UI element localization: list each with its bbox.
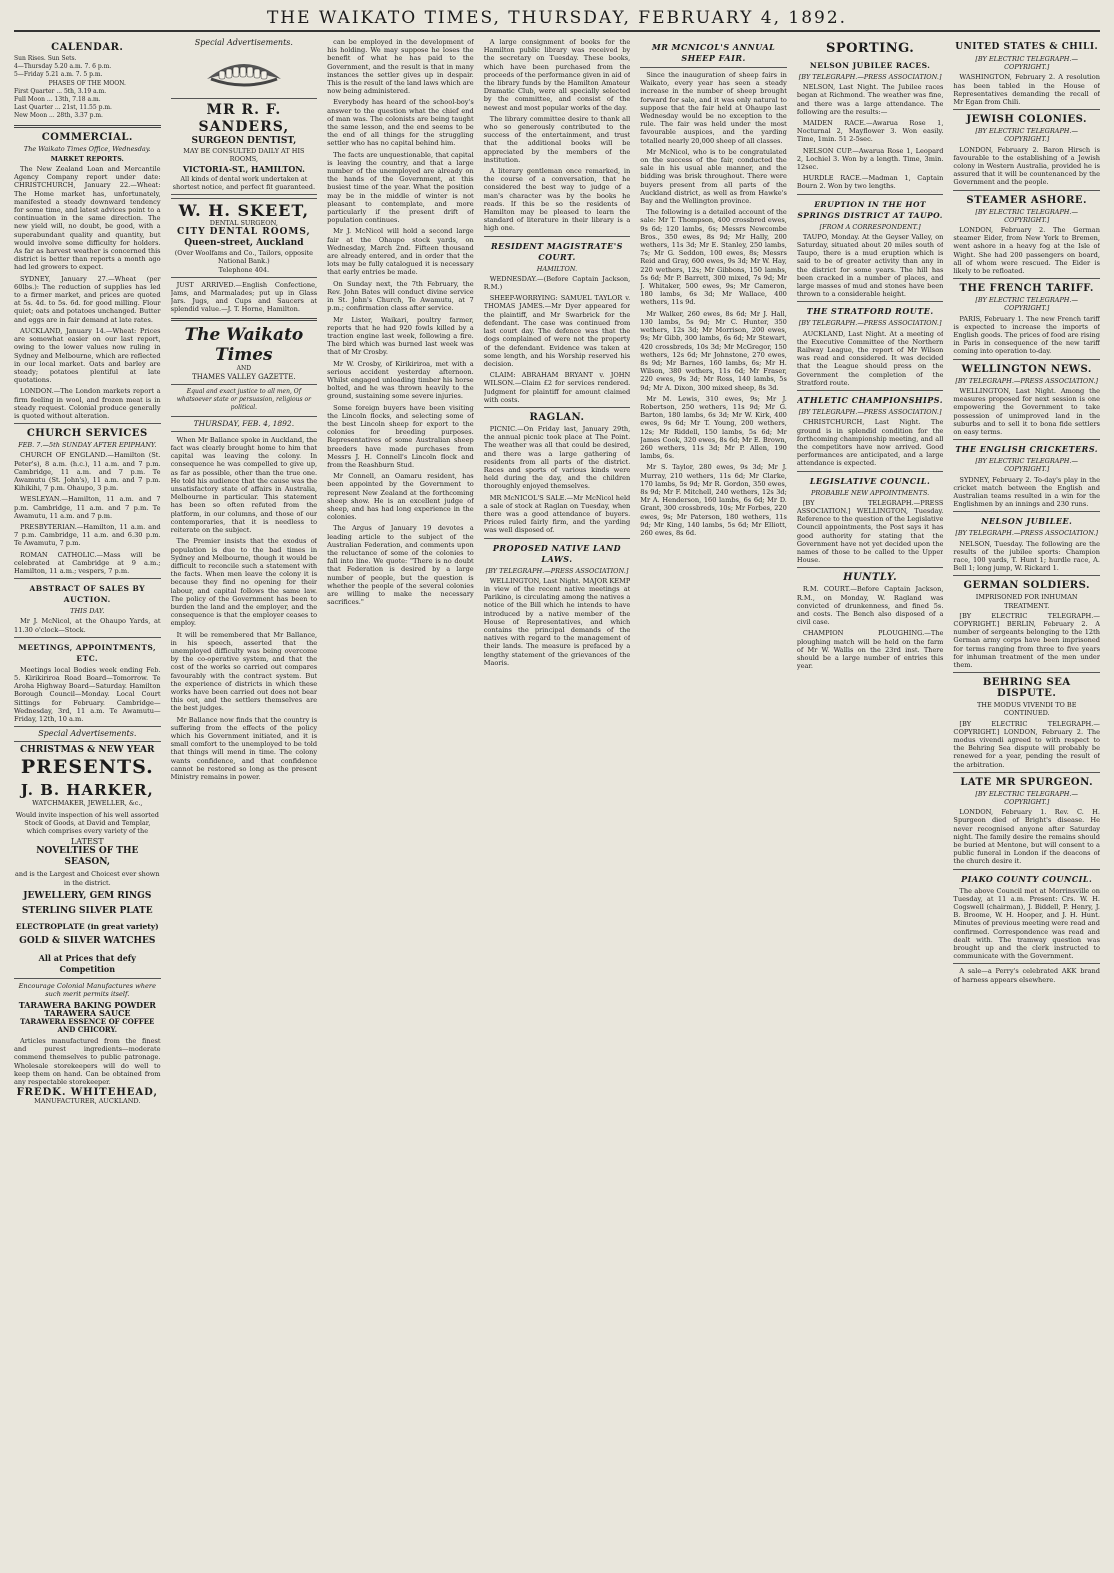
calendar-row: New Moon ... 28th, 3.37 p.m. <box>14 112 103 120</box>
article-paragraph: Mr Walker, 260 ewes, 8s 6d; Mr J. Hall, 130 lambs, 5s 9d; Mr C. Hunter, 350 wethers, 12s 3d; Mr Morrison, 200 ewes, 9s; Mr Gibb, 300 lambs, 6s 6d; Mr Stewart, 420 crossbreds, 10s 3d; Mr McGregor, 150 wethers, 12s 6d; Mr Johnstone, 270 ewes, 8s 9d; Mr Barnes, 160 lambs, 6s; Mr H. Wilson, 380 wethers, 11s 6d; Mr Fraser, 220 ewes, 9s 3d; Mr Ross, 140 lambs, 5s 9d; Mr A. Dixon, 300 mixed sheep, 8s 3d. <box>640 309 787 392</box>
calendar-row: Sun Rises. Sun Sets. <box>14 55 77 62</box>
article-paragraph: PRESBYTERIAN.—Hamilton, 11 a.m. and 7 p.m. Cambridge, 11 a.m. and 6.30 p.m. Te Awamutu, 7 p.m. <box>14 522 161 548</box>
ad-firm-name: W. H. SKEET, <box>178 201 310 221</box>
divider <box>953 575 1100 576</box>
divider <box>484 407 631 408</box>
cable-subheading: [BY ELECTRIC TELEGRAPH.—COPYRIGHT.] <box>975 207 1079 224</box>
cable-subheading: [BY ELECTRIC TELEGRAPH.—COPYRIGHT.] <box>975 789 1079 806</box>
tarawera-ad-line: TARAWERA ESSENCE OF COFFEE AND CHICORY. <box>20 1016 155 1034</box>
column-7 <box>953 38 1100 1563</box>
article-paragraph: A sale—a Perry's celebrated AKK brand of harness appears elsewhere. <box>953 967 1100 984</box>
ad-line: JEWELLERY, GEM RINGS <box>23 890 152 901</box>
divider <box>953 439 1100 440</box>
steamer-ashore-heading: STEAMER ASHORE. <box>966 194 1087 206</box>
huntly-heading: HUNTLY. <box>843 572 898 584</box>
sporting-heading: SPORTING. <box>825 41 915 56</box>
article-paragraph: TAUPO, Monday. At the Geyser Valley, on Saturday, situated about 20 miles south of Taupo, there is a mud eruption which is said to be of greater activity than any in the district for some years. The hill has been cracked in a number of places, and large masses of mud and stones have been thrown to a considerable height. <box>796 232 944 299</box>
commercial-subheading: The Waikato Times Office, Wednesday. <box>23 144 151 153</box>
abstract-subheading: THIS DAY. <box>70 607 105 616</box>
athletic-heading: ATHLETIC CHAMPIONSHIPS. <box>797 395 943 406</box>
ad-firm-trade: MANUFACTURER, AUCKLAND. <box>34 1097 141 1106</box>
divider <box>14 125 161 128</box>
article-paragraph: Mr J. McNicol, at the Ohaupo Yards, at 11.30 o'clock—Stock. <box>14 617 161 634</box>
article-paragraph: Mr S. Taylor, 280 ewes, 9s 3d; Mr J. Murray, 210 wethers, 11s 6d; Mr Clarke, 170 lambs, 5s 9d; Mr R. Gordon, 350 ewes, 8s 9d; Mr F. Mitchell, 240 wethers, 12s 3d; Mr A. Henderson, 160 lambs, 6s 6d; Mr D. Grant, 300 crossbreds, 10s; Mr Forbes, 220 ewes, 9s; Mr Paterson, 180 wethers, 11s 9d; Mr King, 140 lambs, 5s 6d; Mr Elliott, 260 ewes, 8s 6d. <box>640 463 787 537</box>
eruption-heading: ERUPTION IN THE HOT SPRINGS DISTRICT AT TAUPO. <box>797 199 943 220</box>
ad-headline: CHRISTMAS & NEW YEAR <box>20 745 155 756</box>
divider <box>953 772 1100 773</box>
article-paragraph: WESLEYAN.—Hamilton, 11 a.m. and 7 p.m. Cambridge, 11 a.m. and 7 p.m. Te Awamutu, 11 a.m. and 7 p.m. <box>14 495 161 520</box>
ad-text: LATEST <box>70 837 104 847</box>
article-paragraph: [BY ELECTRIC TELEGRAPH.—COPYRIGHT.] BERLIN, February 2. A number of sergeants belonging to the 12th German army corps have been imprisoned for terms ranging from three to five years for inhuman treatment of the men under them. <box>953 611 1100 669</box>
newspaper-subtitle: THAMES VALLEY GAZETTE. <box>192 372 296 381</box>
article-paragraph: The New Zealand Loan and Mercantile Agency Company report under date: CHRISTCHURCH, January 22.—Wheat: The Home market has, unfortunately, manifested a steady downward tendency for some time, and latest advices point to a continuation in the same direction. The new yield will, no doubt, be good, with a superabundant quality and quantity, but would involve some difficulty for holders. As far as harvest weather is concerned this district is better than reports a month ago had led growers to expect. <box>14 165 161 272</box>
article-paragraph: CHRISTCHURCH, Last Night. The ground is in splendid condition for the forthcoming championship meeting, and all the competitors have now arrived. Good performances are anticipated, and a large attendance is expected. <box>796 418 944 468</box>
article-paragraph: LONDON, February 2. Baron Hirsch is favourable to the establishing of a Jewish colony in Western Australia, provided he is assured that it will be countenanced by the Government and the people. <box>953 145 1100 187</box>
article-paragraph: Mr W. Crosby, of Kirikiriroa, met with a serious accident yesterday afternoon. Whilst engaged unloading timber his horse bolted, and he was thrown heavily to the ground, sustaining some severe injuries. <box>327 359 474 401</box>
article-paragraph: MAIDEN RACE.—Awarua Rose 1, Nocturnal 2, Mayflower 3. Won easily. Time, 1min. 51 2-5sec. <box>796 119 944 144</box>
divider <box>953 109 1100 110</box>
column-1 <box>14 38 161 1563</box>
divider <box>171 384 318 385</box>
cable-subheading: [BY ELECTRIC TELEGRAPH.—COPYRIGHT.] <box>975 127 1079 144</box>
article-paragraph: The above Council met at Morrinsville on Tuesday, at 11 a.m. Present: Crs. W. H. Cogswell (chairman), J. Biddell, P. Henry, J. B. Broome, W. H. Hooper, and J. H. Hunt. Minutes of previous meeting were read and confirmed. Correspondence was read and dealt with. The tramway question was brought up and the clerk instructed to communicate with the Government. <box>953 886 1100 961</box>
article-paragraph: Meetings local Bodies week ending Feb. 5. Kirikiriroa Road Board—Tomorrow. Te Aroha Highway Board—Saturday. Hamilton Borough Council—Monday. Local Court Sittings for February. Cambridge—Wednesday, 3rd, 11 a.m. Te Awamutu—Friday, 12th, 10 a.m. <box>14 665 161 723</box>
cable-subheading: [BY TELEGRAPH.—PRESS ASSOCIATION.] <box>955 529 1099 538</box>
column-3 <box>327 38 474 1563</box>
sanders-advertisement <box>171 98 318 195</box>
us-chili-heading: UNITED STATES & CHILI. <box>955 42 1099 52</box>
column-5 <box>640 38 787 1563</box>
ad-address: Queen-street, Auckland <box>184 238 304 249</box>
article-paragraph: Articles manufactured from the finest and purest ingredients—moderate commend themselves to public patronage. Wholesale storekeepers will do well to keep them on hand. Can be obtained from any respectable storekeeper. <box>14 1037 161 1087</box>
masthead: THE WAIKATO TIMES, THURSDAY, FEBRUARY 4, 1892. <box>14 8 1100 32</box>
divider <box>14 578 161 579</box>
article-paragraph: Everybody has heard of the school-boy's answer to the question what the chief end of man was. The colonists are being taught the same lesson, and the end seems to be the end of all things for the struggling settler who has no capital behind him. <box>327 98 474 148</box>
commercial-heading: COMMERCIAL. <box>41 131 133 143</box>
ad-firm-name: FREDK. WHITEHEAD, <box>16 1087 158 1099</box>
tarawera-ad-line: TARAWERA SAUCE <box>44 1008 131 1019</box>
french-tariff-heading: THE FRENCH TARIFF. <box>959 283 1094 295</box>
meetings-heading: MEETINGS, APPOINTMENTS, ETC. <box>18 642 157 663</box>
cable-subheading: [BY ELECTRIC TELEGRAPH.—COPYRIGHT.] <box>975 457 1079 474</box>
ad-address: VICTORIA-ST., HAMILTON. <box>182 163 305 174</box>
dentures-illustration-icon <box>199 49 289 95</box>
raglan-heading: RAGLAN. <box>529 411 585 423</box>
article-paragraph: MR McNICOL'S SALE.—Mr McNicol held a sale of stock at Raglan on Tuesday, when there was a good attendance of buyers. Prices ruled fairly firm, and the yarding was well disposed of. <box>483 493 631 535</box>
article-paragraph: [BY TELEGRAPH.—PRESS ASSOCIATION.] WELLINGTON, Tuesday. Reference to the question of the Legislative Council appointments, the Post says it has good authority for stating that the Government have not yet decided upon the names of those to be called to the Upper House. <box>796 498 944 565</box>
behring-sea-subheading: THE MODUS VIVENDI TO BE CONTINUED. <box>976 701 1077 718</box>
rm-court-subheading: HAMILTON. <box>536 264 578 273</box>
article-paragraph: LONDON, February 1. Rev. C. H. Spurgeon died of Bright's disease. He never recognised anyone after Saturday night. The family desire the remains should be buried at Mentone, but will consent to a public funeral in London if the deacons of the church desire it. <box>953 808 1100 866</box>
article-paragraph: WEDNESDAY.—(Before Captain Jackson, R.M.) <box>483 274 631 292</box>
newspaper-title-block <box>171 325 318 432</box>
leader-paragraph: It will be remembered that Mr Ballance, in his speech, asserted that the unemployed difficulty was being overcome by the co-operative system, and that the cost of the works so carried out compares favourably with the contract system. But the experience of districts in which these works have been carried out does not bear this out, and the settlers themselves are the best judges. <box>170 630 318 713</box>
ad-line: STERLING SILVER PLATE <box>21 905 153 916</box>
calendar-row: First Quarter ... 5th, 3.19 a.m. <box>14 87 107 95</box>
article-paragraph: CHAMPION PLOUGHING.—The ploughing match will be held on the farm of Mr W. Wallis on the 23rd inst. There should be a large number of entries this year. <box>796 629 944 671</box>
stratford-subheading: [BY TELEGRAPH.—PRESS ASSOCIATION.] <box>798 319 942 328</box>
column-6 <box>797 38 944 1563</box>
wellington-news-heading: WELLINGTON NEWS. <box>961 363 1092 375</box>
ad-text: MAY BE CONSULTED DAILY AT HIS ROOMS, <box>183 147 305 164</box>
article-paragraph: Mr Connell, an Oamaru resident, has been appointed by the Government to represent New Zealand at the forthcoming sheep show. He is an excellent judge of sheep, and has had long experience in the colonies. <box>327 472 474 522</box>
leader-paragraph: When Mr Ballance spoke in Auckland, the fact was clearly brought home to him that capital was leaving the colony. In consequence he was compelled to give up, as far as possible, other than the true one. He told his audience that the cause was the unsatisfactory state of affairs in Australia, Melbourne in particular. This statement has been so often refuted from the platform, in our columns, and those of our contemporaries, that it is needless to reiterate on the subject. <box>170 435 318 535</box>
ad-firm-trade: DENTAL SURGEON, <box>209 219 278 228</box>
article-paragraph: SYDNEY, January 27.—Wheat (per 60lbs.): The reduction of supplies has led to a firmer market, and prices are quoted at 5s. 4d. to 5s. 6d. for good milling. Flour quiet; oats and potatoes unchanged. Butter and eggs are in fair demand at late rates. <box>14 274 161 324</box>
calendar-row: 4—Thursday 5.20 a.m. 7. 6 p.m. <box>14 63 112 71</box>
article-paragraph: The following is a detailed account of the sale: Mr T. Thompson, 400 crossbred ewes, 9s 6d; 120 lambs, 6s; Messrs Newcombe Bros., 350 ewes, 8s 9d; Mr Hally, 200 wethers, 11s 3d; Mr E. Stanley, 250 lambs, 7s; Mr G. Seddon, 100 ewes, 8s; Messrs Reid and Gray, 600 ewes, 9s 3d; Mr W. Hay, 220 wethers, 12s; Mr Gibbons, 150 lambs, 5s 6d; Mr P. Barrett, 300 mixed, 7s 9d; Mr J. Whitaker, 500 ewes, 9s; Mr Cameron, 180 lambs, 6s 3d; Mr Wallace, 400 wethers, 11s 9d. <box>640 208 787 307</box>
calendar-heading: CALENDAR. <box>51 42 124 53</box>
article-paragraph: Since the inauguration of sheep fairs in Waikato, every year has seen a steady increase in the number of sheep brought forward for sale, and it was only natural to suppose that the fair held at Ohaupo last Wednesday would be no exception to the rule. The fair was held under the most favourable auspices, and the yarding totalled nearly 20,000 sheep of all classes. <box>640 71 787 145</box>
church-subheading: FEB. 7.—5th SUNDAY AFTER EPIPHANY. <box>18 441 157 450</box>
article-paragraph: AUCKLAND, January 14.—Wheat: Prices are somewhat easier on our last report, owing to the lower values now ruling in Sydney and Melbourne, which are reflected in our local market. Oats and barley are steady; potatoes plentiful at late quotations. <box>14 326 161 385</box>
ad-firm-trade: SURGEON DENTIST, <box>191 136 297 147</box>
article-paragraph: NELSON CUP.—Awarua Rose 1, Leopard 2, Lochiel 3. Won by a length. Time, 3min. 12sec. <box>796 146 944 172</box>
leader-paragraph: The Premier insists that the exodus of population is due to the bad times in Sydney and Melbourne, though it would be difficult to reconcile such a statement with the facts. When men leave the colony it is because they find no opening for their labour, and capital follows the same law. The policy of the Government has been to burden the land and the employer, and the consequence is that the employer ceases to employ. <box>170 537 318 628</box>
calendar-row: 5—Friday 5.21 a.m. 7. 5 p.m. <box>14 71 103 79</box>
ad-line: GOLD & SILVER WATCHES <box>19 935 156 946</box>
article-paragraph: [BY ELECTRIC TELEGRAPH.—COPYRIGHT.] LONDON, February 2. The modus vivendi agreed to with respect to the Behring Sea dispute will probably be renewed for a year, pending the result of the arbitration. <box>953 719 1100 769</box>
calendar-row: PHASES OF THE MOON. <box>48 79 126 87</box>
ad-headline: PRESENTS. <box>20 756 154 779</box>
nelson-races-subheading: [BY TELEGRAPH.—PRESS ASSOCIATION.] <box>798 73 942 81</box>
ad-firm-trade: WATCHMAKER, JEWELLER, &c., <box>32 799 143 808</box>
article-paragraph: Mr M. Lewis, 310 ewes, 9s; Mr J. Robertson, 250 wethers, 11s 9d; Mr G. Barton, 180 lambs, 6s 3d; Mr W. Kirk, 400 ewes, 9s 6d; Mr T. Young, 200 wethers, 12s; Mr Riddell, 150 lambs, 5s 6d; Mr James Cook, 320 ewes, 8s 6d; Mr E. Brown, 260 wethers, 11s 3d; Mr P. Allen, 190 lambs, 6s. <box>640 394 787 461</box>
legislative-subheading: PROBABLE NEW APPOINTMENTS. <box>811 488 930 497</box>
ad-text: (Over Woolfams and Co., Tailors, opposite National Bank.) <box>174 249 313 266</box>
article-paragraph: The Argus of January 19 devotes a leading article to the subject of the Australian Federation, and comments upon the reluctance of some of the colonies to fall into line. We quote: "There is no doubt that Federation is desired by a large number of people, but the question is whether the people of the several colonies are willing to make the necessary sacrifices." <box>327 524 474 607</box>
divider <box>171 318 318 321</box>
article-paragraph: LONDON, February 2. The German steamer Eider, from New York to Bremen, went ashore in a heavy fog at the Isle of Wight. She had 200 passengers on board, all of whom were rescued. The Eider is likely to be refloated. <box>953 226 1100 276</box>
ad-firm-name: MR R. F. SANDERS, <box>198 102 290 136</box>
divider <box>14 423 161 424</box>
article-paragraph: WELLINGTON, Last Night. Among the measures proposed for next session is one empowering the Government to take possession of unimproved land in the suburbs and to sell it to bona fide settlers on easy terms. <box>953 386 1100 436</box>
nelson-jubilee-heading: NELSON JUBILEE. <box>981 516 1073 527</box>
ad-firm-name: J. B. HARKER, <box>20 781 154 800</box>
divider <box>14 726 161 727</box>
spurgeon-heading: LATE MR SPURGEON. <box>960 776 1094 788</box>
issue-date: THURSDAY, FEB. 4, 1892. <box>193 418 295 428</box>
article-paragraph: R.M. COURT.—Before Captain Jackson, R.M., on Monday, W. Ragland was convicted of drunkenness, and fined 5s. and costs. The Bench also disposed of a civil case. <box>796 585 944 627</box>
article-paragraph: HURDLE RACE.—Madman 1, Captain Bourn 2. Won by two lengths. <box>796 174 944 191</box>
article-paragraph: NELSON, Last Night. The Jubilee races began at Richmond. The weather was fine, and there was a large attendance. The following are the results:— <box>796 83 944 116</box>
stratford-heading: THE STRATFORD ROUTE. <box>806 306 934 317</box>
ad-line: ELECTROPLATE (in great variety) <box>15 921 159 931</box>
church-heading: CHURCH SERVICES <box>26 428 148 440</box>
special-ads-heading: Special Advertisements. <box>38 729 137 739</box>
newspaper-title-and: AND <box>236 364 252 372</box>
abstract-heading: ABSTRACT OF SALES BY AUCTION. <box>29 584 146 605</box>
article-paragraph: Mr McNicol, who is to be congratulated on the success of the fair, conducted the sale in his usual able manner, and the bidding was brisk throughout. There were buyers present from all parts of the Auckland district, as well as from Hawke's Bay and the Wellington province. <box>640 147 787 206</box>
tarawera-ad-line: TARAWERA BAKING POWDER <box>18 1000 156 1011</box>
eruption-subheading: [FROM A CORRESPONDENT.] <box>819 222 921 231</box>
legislative-heading: LEGISLATIVE COUNCIL. <box>809 475 931 486</box>
article-paragraph: A literary gentleman once remarked, in the course of a conversation, that he considered the best way to judge of a man's character was by the books he reads. If this be so the residents of Hamilton may be pleased to learn the standard of literature in their library is a high one. <box>483 167 631 233</box>
german-soldiers-subheading: IMPRISONED FOR INHUMAN TREATMENT. <box>975 593 1078 610</box>
divider <box>953 869 1100 870</box>
newspaper-title: The Waikato Times <box>184 324 304 365</box>
divider <box>484 236 631 237</box>
sheep-fair-heading: MR MCNICOL'S ANNUAL SHEEP FAIR. <box>651 42 776 63</box>
harker-advertisement <box>14 741 161 978</box>
divider <box>797 567 944 568</box>
divider <box>953 511 1100 512</box>
article-paragraph: ROMAN CATHOLIC.—Mass will be celebrated at Cambridge at 9 a.m.; Hamilton, 11 a.m.; vespers, 7 p.m. <box>14 550 161 575</box>
rm-court-heading: RESIDENT MAGISTRATE'S COURT. <box>491 240 623 262</box>
native-land-heading: PROPOSED NATIVE LAND LAWS. <box>492 542 622 564</box>
article-paragraph: WASHINGTON, February 2. A resolution has been tabled in the House of Representatives demanding the recall of Mr Egan from Chili. <box>953 73 1100 107</box>
divider <box>797 390 944 391</box>
divider <box>953 359 1100 360</box>
jewish-colonies-heading: JEWISH COLONIES. <box>966 114 1088 126</box>
column-4 <box>484 38 631 1563</box>
ad-text: Telephone 404. <box>218 265 270 274</box>
skeet-advertisement <box>171 198 318 278</box>
ad-text: Would invite inspection of his well assorted Stock of Goods, at David and Templar, which comprises every variety of the <box>15 810 159 836</box>
article-paragraph: On Sunday next, the 7th February, the Rev. John Bates will conduct divine service in St. John's Church, Te Awamutu, at 7 p.m.; confirmation class after service. <box>327 279 474 313</box>
ad-text: CITY DENTAL ROOMS, <box>177 227 311 238</box>
divider <box>953 963 1100 964</box>
article-paragraph: Some foreign buyers have been visiting the Lincoln flocks, and selecting some of the best Lincoln sheep for export to the colonies for breeding purposes. Representatives of some Australian sheep breeders have made purchases from Messrs J. H. Connell's Lincoln flock and from the Reashburn Stud. <box>327 403 474 469</box>
divider <box>171 431 318 432</box>
market-heading: MARKET REPORTS. <box>50 154 124 163</box>
calendar-row: Full Moon ... 13th, 7.18 a.m. <box>14 96 101 104</box>
column-2 <box>171 38 318 1563</box>
calendar-table <box>14 55 161 121</box>
divider <box>953 190 1100 191</box>
article-paragraph: The facts are unquestionable, that capital is leaving the country, and that a large number of the unemployed are already on the hands of the Government, at this busiest time of the year. What the position may be in the middle of winter is not pleasant to contemplate, and more particularly if the present drift of population continues. <box>327 150 474 225</box>
article-paragraph: Mr J. McNicol will hold a second large fair at the Ohaupo stock yards, on Wednesday, March 2nd. Fifteen thousand are already entered, and in order that the lots may be fully catalogued it is necessary that early entries be made. <box>327 227 474 277</box>
english-cricketers-heading: THE ENGLISH CRICKETERS. <box>955 444 1099 455</box>
native-land-subheading: [BY TELEGRAPH.—PRESS ASSOCIATION.] <box>485 566 629 575</box>
article-paragraph: NELSON, Tuesday. The following are the results of the jubilee sports: Champion race, 100 yards, T. Hunt 1; hurdle race, A. Bell 1; long jump, W. Rickard 1. <box>953 539 1100 573</box>
cable-subheading: [BY TELEGRAPH.—PRESS ASSOCIATION.] <box>955 376 1099 385</box>
article-paragraph: JUST ARRIVED.—English Confectione, Jams, and Marmalades; put up in Glass Jars. Jugs, and Cups and Saucers at splendid value.—J. T. Horne, Hamilton. <box>170 280 318 314</box>
article-paragraph: PICNIC.—On Friday last, January 29th, the annual picnic took place at The Point. The weather was all that could be desired, and there was a large gathering of residents from all parts of the district. Races and sports of various kinds were held during the day, and the children thoroughly enjoyed themselves. <box>483 424 631 491</box>
cable-subheading: [BY ELECTRIC TELEGRAPH.—COPYRIGHT.] <box>975 55 1079 72</box>
piako-council-heading: PIAKO COUNTY COUNCIL. <box>961 873 1093 884</box>
divider <box>14 637 161 638</box>
newspaper-motto: Equal and exact justice to all men, Of whatsoever state or persuasion, religious or political. <box>176 388 311 412</box>
ad-text: NOVELTIES OF THE SEASON, <box>36 846 139 868</box>
divider <box>797 301 944 302</box>
behring-sea-heading: BEHRING SEA DISPUTE. <box>982 677 1071 700</box>
article-paragraph: can be employed in the development of his holding. We may suppose he loses the benefit of what he has paid to the Government, and the result is that in many instances the settler gives up in despair. This is the result of the land laws which are now being administered. <box>327 38 474 96</box>
article-paragraph: Mr Lister, Waikari, poultry farmer, reports that he had 920 fowls killed by a traction engine last week, following a fire. The bird which was burned last week was that of Mr Crosby. <box>327 315 474 357</box>
calendar-row: Last Quarter ... 21st, 11.55 p.m. <box>14 104 112 112</box>
article-paragraph: LONDON.—The London markets report a firm feeling in wool, and frozen meat is in steady request. Colonial produce generally is quoted without alteration. <box>14 387 161 420</box>
article-paragraph: WELLINGTON, Last Night. MAJOR KEMP in view of the recent native meetings at Parikino, is circulating among the natives a notice of the Bill which he intends to have introduced by a native member of the House of Representatives, and which contains the principal demands of the natives with regard to the management of their lands. The measure is prefaced by a lengthy statement of the grievances of the Maoris. <box>483 576 631 667</box>
athletic-subheading: [BY TELEGRAPH.—PRESS ASSOCIATION.] <box>798 408 942 417</box>
special-ads-heading: Special Advertisements. <box>194 38 293 47</box>
ad-text: Encourage Colonial Manufactures where such merit permits itself. <box>18 981 156 999</box>
divider <box>797 471 944 472</box>
article-paragraph: A large consignment of books for the Hamilton public library was received by the secretary on Tuesday. These books, which have been purchased from the proceeds of the performance given in aid of the library funds by the Hamilton Amateur Dramatic Club, were all specially selected by the committee, and consist of the newest and most popular works of the day. <box>483 38 631 112</box>
divider <box>953 672 1100 673</box>
cable-subheading: [BY ELECTRIC TELEGRAPH.—COPYRIGHT.] <box>975 296 1079 313</box>
german-soldiers-heading: GERMAN SOLDIERS. <box>963 580 1090 592</box>
ad-text: All kinds of dental work undertaken at shortest notice, and perfect fit guaranteed. <box>172 174 316 191</box>
divider <box>484 538 631 539</box>
article-paragraph: The library committee desire to thank all who so generously contributed to the success of the entertainment, and trust that the additional books will be appreciated by the members of the institution. <box>483 114 631 164</box>
ad-text: and is the Largest and Choicest ever shown in the district. <box>15 870 160 887</box>
article-paragraph: CLAIM: ABRAHAM BRYANT v. JOHN WILSON.—Claim £2 for services rendered. Judgment for plaintiff for amount claimed with costs. <box>483 371 631 404</box>
article-paragraph: CHURCH OF ENGLAND.—Hamilton (St. Peter's), 8 a.m. (h.c.), 11 a.m. and 7 p.m. Cambridge, 11 a.m. and 7 p.m. Te Awamutu (St. John's), 11 a.m. and 7 p.m. Kihikihi, 7 p.m. Ohaupo, 3 p.m. <box>14 451 161 493</box>
divider <box>640 67 787 68</box>
article-paragraph: SYDNEY, February 2. To-day's play in the cricket match between the English and Australian teams resulted in a win for the Englishmen by an innings and 230 runs. <box>953 475 1100 509</box>
divider <box>797 194 944 195</box>
article-paragraph: AUCKLAND, Last Night. At a meeting of the Executive Committee of the Northern Railway League, the report of Mr Wilson was read and considered. It was decided that the League should press on the Government the completion of the Stratford route. <box>796 329 944 387</box>
ad-prices: All at Prices that defy Competition <box>38 952 136 974</box>
divider <box>171 416 318 417</box>
article-paragraph: PARIS, February 1. The new French tariff is expected to increase the imports of English goods. The prices of food are rising in Paris in consequence of the new tariff coming into operation to-day. <box>953 314 1100 356</box>
leader-paragraph: Mr Ballance now finds that the country is suffering from the effects of the policy which his Government initiated, and it is small comfort to the unemployed to be told that things will mend in time. The colony wants confidence, and that confidence cannot be restored so long as the present Ministry remains in power. <box>170 715 318 781</box>
divider <box>953 278 1100 279</box>
nelson-races-heading: NELSON JUBILEE RACES. <box>809 61 931 70</box>
article-paragraph: SHEEP-WORRYING: SAMUEL TAYLOR v. THOMAS JAMES.—Mr Dyer appeared for the plaintiff, and Mr Swarbrick for the defendant. The case was continued from last court day. The defence was that the dogs complained of were not the property of the defendant. Evidence was taken at some length, and his Worship reserved his decision. <box>483 294 631 368</box>
